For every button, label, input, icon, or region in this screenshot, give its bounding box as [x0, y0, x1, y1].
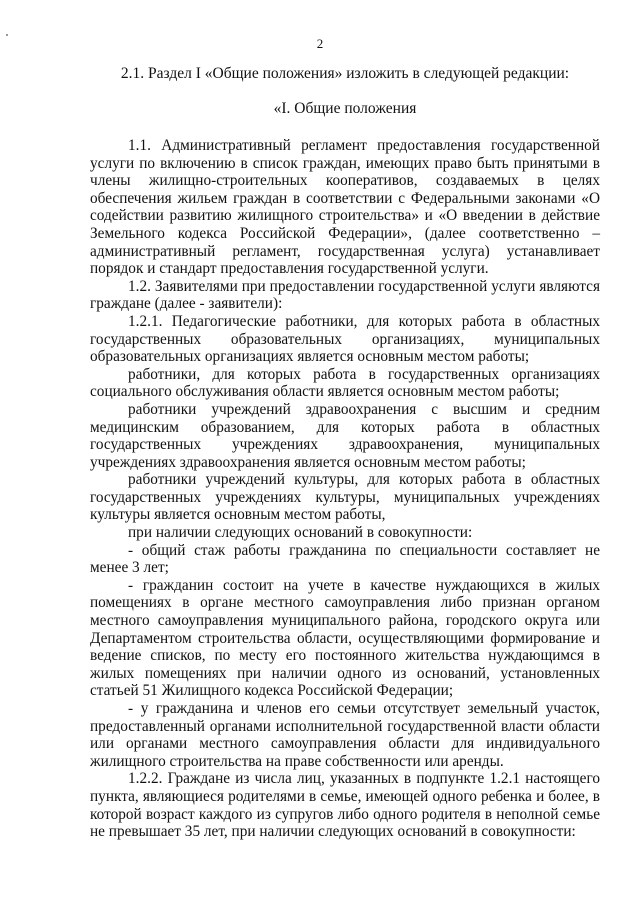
- paragraph-1-2-1: 1.2.1. Педагогические работники, для которых работа в областных государственных образовательных организациях, муниципальных образовательных организациях является основным местом работы;: [90, 312, 600, 366]
- paragraph-social-workers: работники, для которых работа в государственных организациях социального обслуживания области является основным местом работы;: [90, 365, 600, 401]
- section-title: «I. Общие положения: [273, 100, 417, 117]
- document-body: [90, 137, 600, 841]
- paragraph-1-2-2: 1.2.2. Граждане из числа лиц, указанных в подпункте 1.2.1 настоящего пункта, являющиеся родителями в семье, имеющей одного ребенка и более, в которой возраст каждого из супругов либо одного родителя в неполной семье не превышает 35 лет, при наличии следующих оснований в совокупности:: [90, 770, 600, 841]
- paragraph-conditions-intro: при наличии следующих оснований в совокупности:: [128, 524, 473, 542]
- paragraph-condition-experience: - общий стаж работы гражданина по специальности составляет не менее 3 лет;: [90, 541, 600, 577]
- paragraph-1-2: 1.2. Заявителями при предоставлении государственной услуги являются граждане (далее - заявители):: [90, 277, 600, 313]
- paragraph-health-workers: работники учреждений здравоохранения с высшим и средним медицинским образованием, для которых работа в областных государственных учреждениях здравоохранения, муниципальных учреждениях здравоохранения является основным местом работы;: [90, 400, 600, 471]
- paragraph-condition-housing-queue: - гражданин состоит на учете в качестве нуждающихся в жилых помещениях в органе местного самоуправления либо признан органом местного самоуправления муниципального района, городского округа или Департаментом строительства области, осуществляющими формирование и ведение списков, по месту его постоянного жительства нуждающимся в жилых помещениях при наличии одного из оснований, установленных статьей 51 Жилищного кодекса Российской Федерации;: [90, 576, 600, 700]
- paragraph-condition-land: - у гражданина и членов его семьи отсутствует земельный участок, предоставленный органами исполнительной государственной власти области или органами местного самоуправления области для индивидуального жилищного строительства на праве собственности или аренды.: [90, 700, 600, 770]
- amendment-heading: 2.1. Раздел I «Общие положения» изложить в следующей редакции:: [120, 65, 570, 82]
- paragraph-1-1: 1.1. Административный регламент предоставления государственной услуги по включению в список граждан, имеющих право быть принятыми в члены жилищно-строительных кооперативов, создаваемых в целях обеспечения жильем граждан в соответствии с Федеральными законами «О содействии развитию жилищного строительства» и «О введении в действие Земельного кодекса Российской Федерации», (далее соответственно – административный регламент, государственная услуга) устанавливает порядок и стандарт предоставления государственной услуги.: [90, 137, 600, 278]
- paragraph-culture-workers: работники учреждений культуры, для которых работа в областных государственных учреждениях культуры, муниципальных учреждениях культуры является основным местом работы,: [90, 471, 600, 524]
- page-number: 2: [316, 36, 324, 51]
